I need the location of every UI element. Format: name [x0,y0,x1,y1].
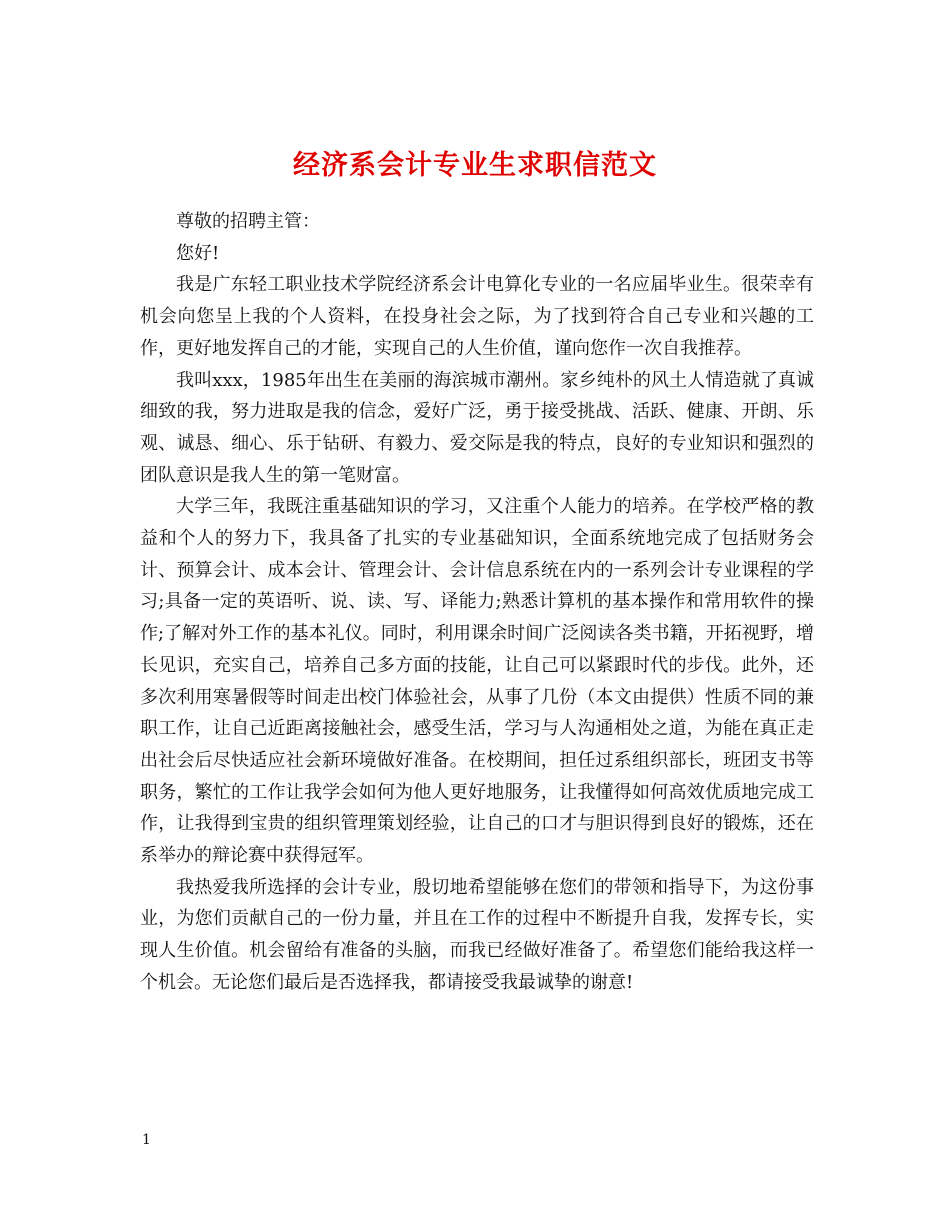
document-title: 经济系会计专业生求职信范文 [293,150,657,182]
salutation: 尊敬的招聘主管： [176,211,320,232]
paragraph-personal-background: 我叫xxx，1985年出生在美丽的海滨城市潮州。家乡纯朴的风土人情造就了真诚细致的我，努力进取是我的信念，爱好广泛，勇于接受挑战、活跃、健康、开朗、乐观、诚恳、细心、乐于钻研、有毅力、爱交际是我的特点，良好的专业知识和强烈的团队意识是我人生的第一笔财富。 [140,369,814,486]
paragraph-introduction: 我是广东轻工职业技术学院经济系会计电算化专业的一名应届毕业生。很荣幸有机会向您呈上我的个人资料，在投身社会之际，为了找到符合自己专业和兴趣的工作，更好地发挥自己的才能，实现自己的人生价值，谨向您作一次自我推荐。 [140,274,814,359]
paragraph-university-experience: 大学三年，我既注重基础知识的学习，又注重个人能力的培养。在学校严格的教益和个人的努力下，我具备了扎实的专业基础知识，全面系统地完成了包括财务会计、预算会计、成本会计、管理会计、会计信息系统在内的一系列会计专业课程的学习;具备一定的英语听、说、读、写、译能力;熟悉计算机的基本操作和常用软件的操作;了解对外工作的基本礼仪。同时，利用课余时间广泛阅读各类书籍，开拓视野，增长见识，充实自己，培养自己多方面的技能，让自己可以紧跟时代的步伐。此外，还多次利用寒暑假等时间走出校门体验社会，从事了几份（本文由提供）性质不同的兼职工作，让自己近距离接触社会，感受生活，学习与人沟通相处之道，为能在真正走出社会后尽快适应社会新环境做好准备。在校期间，担任过系组织部长，班团支书等职务，繁忙的工作让我学会如何为他人更好地服务，让我懂得如何高效优质地完成工作，让我得到宝贵的组织管理策划经验，让自己的口才与胆识得到良好的锻炼，还在系举办的辩论赛中获得冠军。 [140,496,814,867]
letter-body [140,206,814,999]
page-number: 1 [142,1132,151,1148]
paragraph-closing: 我热爱我所选择的会计专业，殷切地希望能够在您们的带领和指导下，为这份事业，为您们贡献自己的一份力量，并且在工作的过程中不断提升自我，发挥专长，实现人生价值。机会留给有准备的头脑，而我已经做好准备了。希望您们能给我这样一个机会。无论您们最后是否选择我，都请接受我最诚挚的谢意! [140,876,814,993]
greeting: 您好! [176,242,220,264]
